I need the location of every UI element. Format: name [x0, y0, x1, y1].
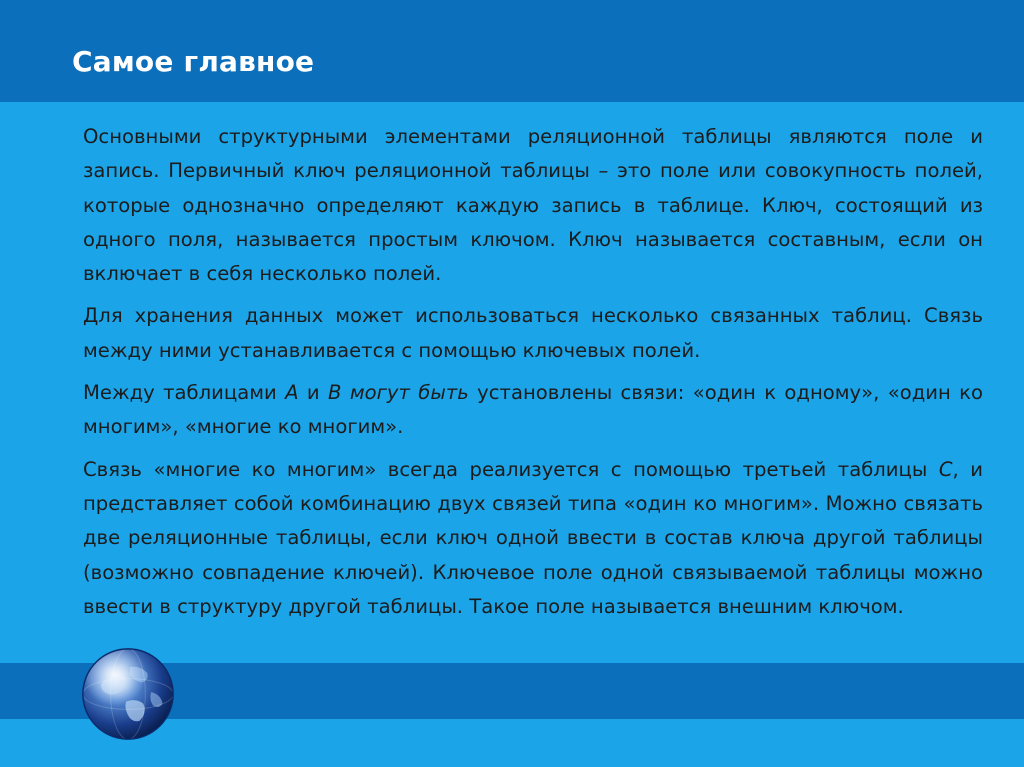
- paragraph-linked-tables: Для хранения данных может использоваться несколько связанных таблиц. Связь между ними устанавливается с помощью ключевых полей.: [83, 304, 983, 362]
- paragraph-keys: Основными структурными элементами реляционной таблицы являются поле и запись. Первичный ключ реляционной таблицы – это поле или совокупность полей, которые однозначно определяют каждую запись в таблице. Ключ, состоящий из одного поля, называется простым ключом. Ключ называется составным, если он включает в себя несколько полей.: [83, 125, 983, 286]
- text-segment: Между таблицами: [83, 381, 286, 405]
- italic-segment: В могут быть: [328, 381, 469, 405]
- text-segment: , и представляет собой комбинацию двух связей типа «один ко многим». Можно связать две реляционные таблицы, если ключ одной ввести в состав ключа другой таблицы (возможно совпадение ключей). Ключевое поле одной связываемой таблицы можно ввести в структуру другой таблицы. Такое поле называется внешним ключом.: [83, 457, 983, 618]
- text-segment: и: [298, 381, 329, 405]
- slide-body: [83, 120, 983, 624]
- italic-segment: А: [285, 381, 299, 405]
- globe-icon: [80, 646, 176, 742]
- italic-segment: С: [938, 457, 953, 481]
- text-segment: установлены связи: «один к одному», «один ко многим», «многие ко многим».: [83, 381, 983, 439]
- text-segment: Связь «многие ко многим» всегда реализуется с помощью третьей таблицы: [83, 457, 939, 481]
- paragraph-relation-types: [83, 376, 983, 445]
- paragraph-many-to-many: [83, 453, 983, 624]
- slide-title: Самое главное: [72, 45, 315, 78]
